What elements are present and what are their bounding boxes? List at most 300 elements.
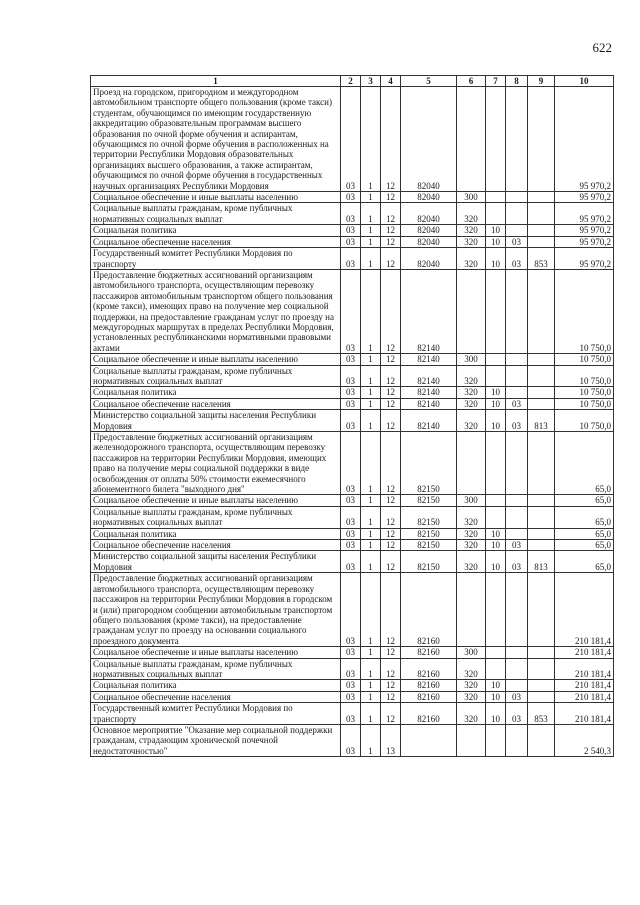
- section-cell: 03: [341, 703, 361, 725]
- section-cell: 03: [341, 724, 361, 756]
- amount-cell: 210 181,4: [555, 680, 614, 691]
- expense-type-cell: 320: [457, 540, 486, 551]
- row-name-cell: [91, 87, 341, 192]
- target-code-cell: 82040: [401, 192, 457, 203]
- admin-code-cell: [528, 365, 555, 387]
- row-name: Предоставление бюджетных ассигнований организациям автомобильного транспорта, осуществляющим перевозку пассажиров автомобильным транспортом общего пользования (кроме такси), имеющих право на получение мер социальной поддержки, на предоставление гражданам услуг по проезду на междугородных маршрутах в пределах Республики Мордовия, установленных республиканскими нормативными правовыми актами: [93, 269, 334, 353]
- row-name-cell: [91, 410, 341, 432]
- subdivision-cell: [506, 365, 528, 387]
- expense-type-cell: 320: [457, 248, 486, 270]
- row-name-cell: [91, 495, 341, 506]
- admin-code-cell: [528, 225, 555, 236]
- subsection-cell: 1: [361, 647, 381, 658]
- division-cell: 10: [486, 236, 506, 247]
- program-cell: 12: [381, 398, 401, 409]
- row-name-cell: [91, 691, 341, 702]
- program-cell: 12: [381, 225, 401, 236]
- table-row: [91, 551, 614, 573]
- section-cell: 03: [341, 432, 361, 495]
- subsection-cell: 1: [361, 365, 381, 387]
- table-row: [91, 540, 614, 551]
- section-cell: 03: [341, 647, 361, 658]
- row-name: Министерство социальной защиты населения Республики Мордовия: [93, 410, 317, 431]
- row-name-cell: [91, 551, 341, 573]
- row-name: Проезд на городском, пригородном и междугородном автомобильном транспорте общего пользования (кроме такси) студентам, обучающимся по имеющим государственную аккредитацию образовательным программам высшего образования по очной форме обучения и аспирантам, обучающимся по очной форме обучения в расположенных на территории Республики Мордовия образовательных организациях высшего образования, а также аспирантам, обучающимся по очной форме обучения в государственных научных организациях Республики Мордовия: [93, 87, 332, 191]
- row-name: Социальное обеспечение населения: [93, 398, 231, 409]
- expense-type-cell: 320: [457, 680, 486, 691]
- row-name: Социальное обеспечение и иные выплаты населению: [93, 192, 298, 203]
- section-cell: 03: [341, 192, 361, 203]
- expense-type-cell: 320: [457, 398, 486, 409]
- row-name-cell: [91, 398, 341, 409]
- row-name: Социальные выплаты гражданам, кроме публичных нормативных социальных выплат: [93, 203, 293, 224]
- expense-type-cell: 300: [457, 354, 486, 365]
- admin-code-cell: 813: [528, 410, 555, 432]
- section-cell: 03: [341, 680, 361, 691]
- subdivision-cell: 03: [506, 410, 528, 432]
- table-row: [91, 398, 614, 409]
- expense-type-cell: 320: [457, 703, 486, 725]
- column-header: 1: [91, 76, 341, 87]
- subdivision-cell: [506, 724, 528, 756]
- table-header-row: [91, 76, 614, 87]
- target-code-cell: 82150: [401, 432, 457, 495]
- table-row: [91, 573, 614, 647]
- program-cell: 12: [381, 387, 401, 398]
- division-cell: [486, 506, 506, 528]
- subdivision-cell: [506, 269, 528, 353]
- expense-type-cell: 320: [457, 658, 486, 680]
- subsection-cell: 1: [361, 573, 381, 647]
- amount-cell: 65,0: [555, 540, 614, 551]
- admin-code-cell: [528, 680, 555, 691]
- division-cell: 10: [486, 691, 506, 702]
- expense-type-cell: [457, 724, 486, 756]
- program-cell: 12: [381, 236, 401, 247]
- column-header: 4: [381, 76, 401, 87]
- target-code-cell: 82160: [401, 703, 457, 725]
- row-name-cell: [91, 432, 341, 495]
- subsection-cell: 1: [361, 658, 381, 680]
- column-header: 5: [401, 76, 457, 87]
- division-cell: [486, 658, 506, 680]
- subsection-cell: 1: [361, 354, 381, 365]
- section-cell: 03: [341, 551, 361, 573]
- program-cell: 12: [381, 658, 401, 680]
- target-code-cell: 82150: [401, 551, 457, 573]
- target-code-cell: 82160: [401, 573, 457, 647]
- program-cell: 12: [381, 680, 401, 691]
- subdivision-cell: [506, 203, 528, 225]
- division-cell: [486, 269, 506, 353]
- program-cell: 12: [381, 506, 401, 528]
- table-row: [91, 203, 614, 225]
- subsection-cell: 1: [361, 410, 381, 432]
- amount-cell: 210 181,4: [555, 703, 614, 725]
- subdivision-cell: 03: [506, 540, 528, 551]
- admin-code-cell: [528, 647, 555, 658]
- target-code-cell: 82160: [401, 680, 457, 691]
- amount-cell: 95 970,2: [555, 203, 614, 225]
- subsection-cell: 1: [361, 495, 381, 506]
- row-name: Государственный комитет Республики Мордовия по транспорту: [93, 248, 293, 269]
- expense-type-cell: 320: [457, 528, 486, 539]
- division-cell: 10: [486, 225, 506, 236]
- admin-code-cell: [528, 691, 555, 702]
- expense-type-cell: 320: [457, 225, 486, 236]
- target-code-cell: 82150: [401, 528, 457, 539]
- amount-cell: 2 540,3: [555, 724, 614, 756]
- division-cell: 10: [486, 410, 506, 432]
- program-cell: 12: [381, 410, 401, 432]
- expense-type-cell: [457, 269, 486, 353]
- program-cell: 12: [381, 528, 401, 539]
- admin-code-cell: [528, 236, 555, 247]
- row-name-cell: [91, 203, 341, 225]
- admin-code-cell: [528, 540, 555, 551]
- subsection-cell: 1: [361, 703, 381, 725]
- target-code-cell: 82140: [401, 398, 457, 409]
- row-name-cell: [91, 680, 341, 691]
- column-header: 3: [361, 76, 381, 87]
- subsection-cell: 1: [361, 225, 381, 236]
- subsection-cell: 1: [361, 203, 381, 225]
- row-name-cell: [91, 703, 341, 725]
- table-row: [91, 192, 614, 203]
- row-name: Социальные выплаты гражданам, кроме публичных нормативных социальных выплат: [93, 365, 293, 386]
- section-cell: 03: [341, 398, 361, 409]
- row-name: Предоставление бюджетных ассигнований организациям железнодорожного транспорта, осуществляющим перевозку пассажиров на территории Республики Мордовия, имеющих право на получение меры социальной поддержки в виде освобождения от оплаты 50% стоимости ежемесячного абонементного билета "выходного дня": [93, 432, 327, 495]
- subdivision-cell: 03: [506, 248, 528, 270]
- program-cell: 12: [381, 87, 401, 192]
- admin-code-cell: [528, 203, 555, 225]
- column-header: 6: [457, 76, 486, 87]
- amount-cell: 65,0: [555, 528, 614, 539]
- target-code-cell: 82040: [401, 225, 457, 236]
- row-name: Социальное обеспечение населения: [93, 691, 231, 702]
- amount-cell: 10 750,0: [555, 387, 614, 398]
- row-name: Социальная политика: [93, 225, 177, 236]
- column-header: 8: [506, 76, 528, 87]
- row-name: Социальное обеспечение и иные выплаты населению: [93, 647, 298, 658]
- subdivision-cell: [506, 354, 528, 365]
- expense-type-cell: 320: [457, 203, 486, 225]
- program-cell: 12: [381, 495, 401, 506]
- row-name-cell: [91, 248, 341, 270]
- row-name: Предоставление бюджетных ассигнований организациям автомобильного транспорта, осуществляющим перевозку пассажиров на территории Республики Мордовия в городском и (или) пригородном сообщении автомобильным транспортом общего пользования (кроме такси), на предоставление гражданам услуг по проезду на основании социального проездного документа: [93, 573, 333, 646]
- subdivision-cell: [506, 432, 528, 495]
- subsection-cell: 1: [361, 87, 381, 192]
- subsection-cell: 1: [361, 680, 381, 691]
- admin-code-cell: [528, 87, 555, 192]
- amount-cell: 95 970,2: [555, 225, 614, 236]
- table-row: [91, 354, 614, 365]
- subdivision-cell: [506, 87, 528, 192]
- row-name-cell: [91, 658, 341, 680]
- target-code-cell: 82140: [401, 410, 457, 432]
- row-name: Социальное обеспечение и иные выплаты населению: [93, 354, 298, 365]
- program-cell: 13: [381, 724, 401, 756]
- expense-type-cell: [457, 87, 486, 192]
- target-code-cell: 82040: [401, 87, 457, 192]
- row-name-cell: [91, 354, 341, 365]
- target-code-cell: 82140: [401, 269, 457, 353]
- subsection-cell: 1: [361, 192, 381, 203]
- subdivision-cell: [506, 680, 528, 691]
- target-code-cell: 82150: [401, 506, 457, 528]
- section-cell: 03: [341, 203, 361, 225]
- admin-code-cell: [528, 573, 555, 647]
- section-cell: 03: [341, 225, 361, 236]
- table-row: [91, 647, 614, 658]
- table-row: [91, 269, 614, 353]
- subdivision-cell: [506, 528, 528, 539]
- section-cell: 03: [341, 248, 361, 270]
- section-cell: 03: [341, 236, 361, 247]
- amount-cell: 95 970,2: [555, 87, 614, 192]
- program-cell: 12: [381, 573, 401, 647]
- division-cell: [486, 647, 506, 658]
- table-row: [91, 691, 614, 702]
- table-row: [91, 724, 614, 756]
- table-row: [91, 236, 614, 247]
- table-row: [91, 248, 614, 270]
- subdivision-cell: [506, 225, 528, 236]
- subdivision-cell: 03: [506, 703, 528, 725]
- section-cell: 03: [341, 540, 361, 551]
- subdivision-cell: [506, 647, 528, 658]
- table-row: [91, 432, 614, 495]
- column-header: 7: [486, 76, 506, 87]
- table-row: [91, 410, 614, 432]
- program-cell: 12: [381, 354, 401, 365]
- table-row: [91, 87, 614, 192]
- division-cell: 10: [486, 248, 506, 270]
- row-name: Социальные выплаты гражданам, кроме публичных нормативных социальных выплат: [93, 658, 293, 679]
- program-cell: 12: [381, 248, 401, 270]
- program-cell: 12: [381, 192, 401, 203]
- section-cell: 03: [341, 87, 361, 192]
- admin-code-cell: [528, 354, 555, 365]
- admin-code-cell: [528, 658, 555, 680]
- subsection-cell: 1: [361, 432, 381, 495]
- amount-cell: 10 750,0: [555, 365, 614, 387]
- admin-code-cell: [528, 495, 555, 506]
- subsection-cell: 1: [361, 248, 381, 270]
- admin-code-cell: [528, 432, 555, 495]
- row-name: Социальная политика: [93, 528, 177, 539]
- division-cell: 10: [486, 703, 506, 725]
- expense-type-cell: 300: [457, 647, 486, 658]
- table-body: [91, 87, 614, 757]
- admin-code-cell: [528, 506, 555, 528]
- division-cell: [486, 87, 506, 192]
- row-name: Министерство социальной защиты населения Республики Мордовия: [93, 551, 317, 572]
- expense-type-cell: 320: [457, 365, 486, 387]
- subsection-cell: 1: [361, 269, 381, 353]
- table-row: [91, 506, 614, 528]
- section-cell: 03: [341, 365, 361, 387]
- admin-code-cell: [528, 387, 555, 398]
- subsection-cell: 1: [361, 398, 381, 409]
- subdivision-cell: [506, 506, 528, 528]
- column-header: 10: [555, 76, 614, 87]
- amount-cell: 210 181,4: [555, 691, 614, 702]
- subsection-cell: 1: [361, 506, 381, 528]
- target-code-cell: 82160: [401, 647, 457, 658]
- table-row: [91, 365, 614, 387]
- expense-type-cell: 320: [457, 410, 486, 432]
- row-name: Социальная политика: [93, 680, 177, 691]
- program-cell: 12: [381, 551, 401, 573]
- table-row: [91, 703, 614, 725]
- table-row: [91, 225, 614, 236]
- column-header: 9: [528, 76, 555, 87]
- row-name-cell: [91, 647, 341, 658]
- row-name-cell: [91, 724, 341, 756]
- row-name-cell: [91, 192, 341, 203]
- division-cell: 10: [486, 528, 506, 539]
- row-name: Социальные выплаты гражданам, кроме публичных нормативных социальных выплат: [93, 506, 293, 528]
- amount-cell: 210 181,4: [555, 658, 614, 680]
- section-cell: 03: [341, 528, 361, 539]
- amount-cell: 10 750,0: [555, 269, 614, 353]
- admin-code-cell: 853: [528, 248, 555, 270]
- target-code-cell: 82160: [401, 691, 457, 702]
- table-row: [91, 387, 614, 398]
- target-code-cell: 82140: [401, 387, 457, 398]
- division-cell: [486, 192, 506, 203]
- subsection-cell: 1: [361, 387, 381, 398]
- expense-type-cell: 320: [457, 691, 486, 702]
- admin-code-cell: [528, 528, 555, 539]
- expense-type-cell: 320: [457, 551, 486, 573]
- admin-code-cell: 853: [528, 703, 555, 725]
- row-name-cell: [91, 236, 341, 247]
- section-cell: 03: [341, 506, 361, 528]
- division-cell: [486, 365, 506, 387]
- subsection-cell: 1: [361, 551, 381, 573]
- amount-cell: 65,0: [555, 495, 614, 506]
- expense-type-cell: 300: [457, 192, 486, 203]
- row-name-cell: [91, 506, 341, 528]
- admin-code-cell: [528, 269, 555, 353]
- section-cell: 03: [341, 410, 361, 432]
- subdivision-cell: [506, 387, 528, 398]
- row-name: Государственный комитет Республики Мордовия по транспорту: [93, 703, 293, 724]
- target-code-cell: 82140: [401, 365, 457, 387]
- program-cell: 12: [381, 647, 401, 658]
- table-row: [91, 495, 614, 506]
- division-cell: [486, 354, 506, 365]
- division-cell: [486, 432, 506, 495]
- division-cell: 10: [486, 680, 506, 691]
- row-name: Социальное обеспечение населения: [93, 236, 231, 247]
- row-name-cell: [91, 540, 341, 551]
- amount-cell: 65,0: [555, 506, 614, 528]
- table-row: [91, 658, 614, 680]
- amount-cell: 10 750,0: [555, 354, 614, 365]
- program-cell: 12: [381, 703, 401, 725]
- amount-cell: 210 181,4: [555, 647, 614, 658]
- page-number: 622: [592, 40, 612, 55]
- division-cell: 10: [486, 551, 506, 573]
- target-code-cell: 82040: [401, 203, 457, 225]
- table-row: [91, 528, 614, 539]
- division-cell: [486, 203, 506, 225]
- division-cell: [486, 495, 506, 506]
- target-code-cell: 82040: [401, 236, 457, 247]
- subdivision-cell: 03: [506, 551, 528, 573]
- program-cell: 12: [381, 540, 401, 551]
- target-code-cell: 82150: [401, 495, 457, 506]
- row-name-cell: [91, 365, 341, 387]
- section-cell: 03: [341, 387, 361, 398]
- admin-code-cell: [528, 192, 555, 203]
- subsection-cell: 1: [361, 724, 381, 756]
- division-cell: 10: [486, 398, 506, 409]
- row-name: Социальная политика: [93, 387, 177, 398]
- table-row: [91, 680, 614, 691]
- row-name: Социальное обеспечение и иные выплаты населению: [93, 495, 298, 506]
- subsection-cell: 1: [361, 236, 381, 247]
- expense-type-cell: 320: [457, 387, 486, 398]
- program-cell: 12: [381, 432, 401, 495]
- column-header: 2: [341, 76, 361, 87]
- subsection-cell: 1: [361, 691, 381, 702]
- amount-cell: 95 970,2: [555, 236, 614, 247]
- section-cell: 03: [341, 354, 361, 365]
- section-cell: 03: [341, 658, 361, 680]
- program-cell: 12: [381, 269, 401, 353]
- target-code-cell: 82140: [401, 354, 457, 365]
- amount-cell: 10 750,0: [555, 410, 614, 432]
- subdivision-cell: [506, 495, 528, 506]
- row-name-cell: [91, 528, 341, 539]
- admin-code-cell: [528, 398, 555, 409]
- amount-cell: 65,0: [555, 551, 614, 573]
- section-cell: 03: [341, 495, 361, 506]
- target-code-cell: [401, 724, 457, 756]
- target-code-cell: 82160: [401, 658, 457, 680]
- target-code-cell: 82040: [401, 248, 457, 270]
- division-cell: [486, 573, 506, 647]
- subdivision-cell: 03: [506, 691, 528, 702]
- admin-code-cell: 813: [528, 551, 555, 573]
- amount-cell: 95 970,2: [555, 248, 614, 270]
- division-cell: 10: [486, 387, 506, 398]
- expense-type-cell: 300: [457, 495, 486, 506]
- row-name: Социальное обеспечение населения: [93, 540, 231, 551]
- division-cell: 10: [486, 540, 506, 551]
- subdivision-cell: [506, 658, 528, 680]
- amount-cell: 210 181,4: [555, 573, 614, 647]
- row-name-cell: [91, 225, 341, 236]
- subdivision-cell: 03: [506, 236, 528, 247]
- amount-cell: 10 750,0: [555, 398, 614, 409]
- row-name: Основное мероприятие "Оказание мер социальной поддержки гражданам, страдающим хронической почечной недостаточностью": [93, 724, 333, 756]
- section-cell: 03: [341, 691, 361, 702]
- section-cell: 03: [341, 269, 361, 353]
- subdivision-cell: 03: [506, 398, 528, 409]
- row-name-cell: [91, 269, 341, 353]
- program-cell: 12: [381, 365, 401, 387]
- expense-type-cell: [457, 573, 486, 647]
- row-name-cell: [91, 573, 341, 647]
- expense-type-cell: 320: [457, 236, 486, 247]
- amount-cell: 95 970,2: [555, 192, 614, 203]
- row-name-cell: [91, 387, 341, 398]
